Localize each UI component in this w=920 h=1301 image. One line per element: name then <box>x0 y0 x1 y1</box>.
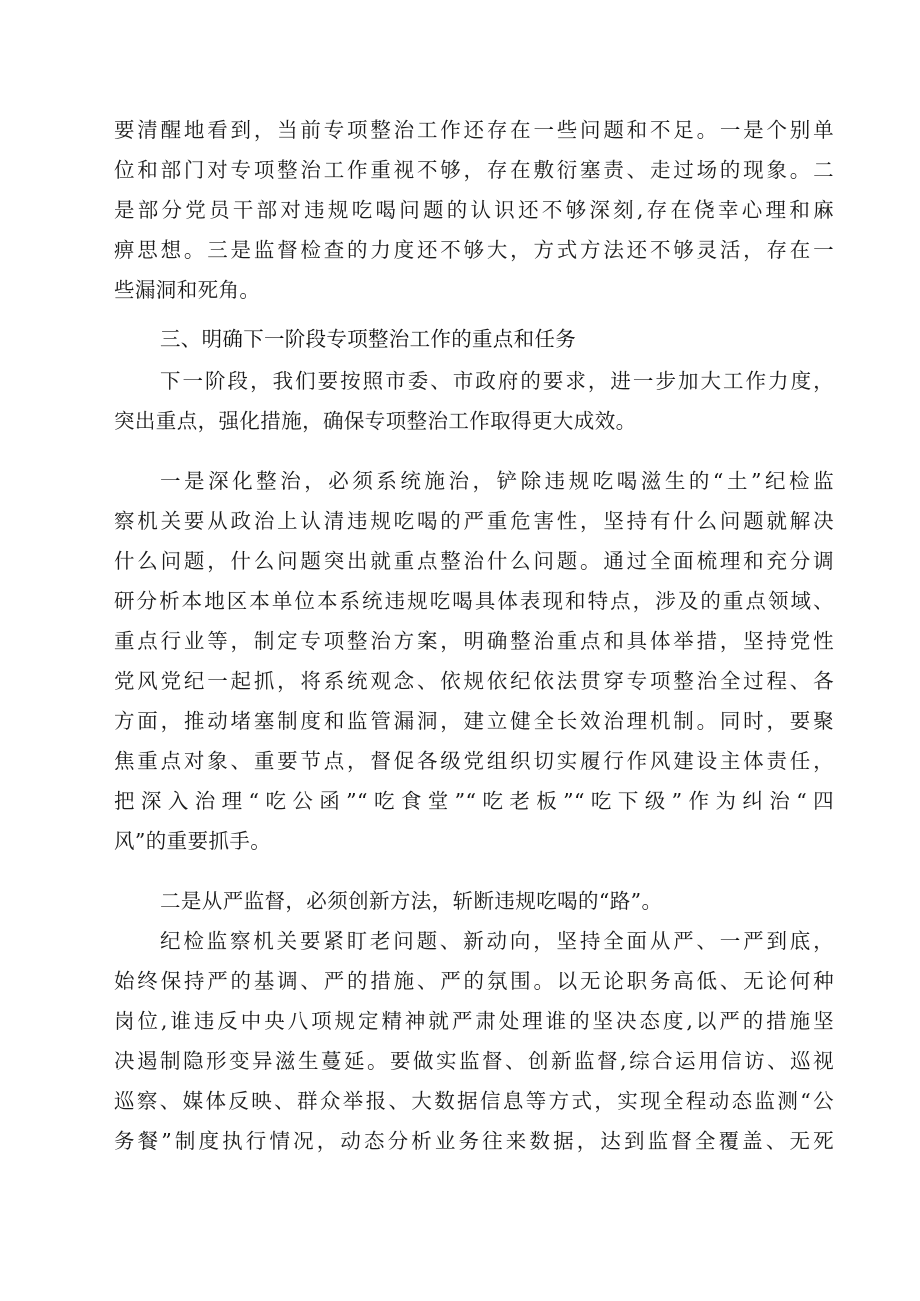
paragraph-3-line: 把深入治理“吃公函”“吃食堂”“吃老板”“吃下级”作为纠治“四 <box>114 789 834 813</box>
paragraph-3-line: 重点行业等，制定专项整治方案，明确整治重点和具体举措，坚持党性 <box>114 629 834 653</box>
paragraph-3-line: 察机关要从政治上认清违规吃喝的严重危害性，坚持有什么问题就解决 <box>114 509 834 533</box>
section-heading: 三、明确下一阶段专项整治工作的重点和任务 <box>160 327 576 351</box>
paragraph-1-line: 要清醒地看到，当前专项整治工作还存在一些问题和不足。一是个别单 <box>114 118 834 142</box>
paragraph-3-line: 风”的重要抓手。 <box>114 829 272 853</box>
paragraph-3-line: 一是深化整治，必须系统施治，铲除违规吃喝滋生的“土”纪检监 <box>160 469 834 493</box>
paragraph-3-line: 方面，推动堵塞制度和监管漏洞，建立健全长效治理机制。同时，要聚 <box>114 709 834 733</box>
paragraph-5-line: 决遏制隐形变异滋生蔓延。要做实监督、创新监督,综合运用信访、巡视 <box>114 1049 834 1073</box>
paragraph-1-line: 位和部门对专项整治工作重视不够，存在敷衍塞责、走过场的现象。二 <box>114 158 834 182</box>
paragraph-3-line: 研分析本地区本单位本系统违规吃喝具体表现和特点，涉及的重点领域、 <box>114 589 834 613</box>
paragraph-3-line: 什么问题，什么问题突出就重点整治什么问题。通过全面梳理和充分调 <box>114 549 834 573</box>
paragraph-5-line: 务餐”制度执行情况，动态分析业务往来数据，达到监督全覆盖、无死 <box>114 1129 834 1153</box>
paragraph-5-line: 巡察、媒体反映、群众举报、大数据信息等方式，实现全程动态监测“公 <box>114 1089 834 1113</box>
paragraph-5-line: 岗位,谁违反中央八项规定精神就严肃处理谁的坚决态度,以严的措施坚 <box>114 1009 834 1033</box>
paragraph-1-line: 些漏洞和死角。 <box>114 278 261 302</box>
paragraph-4-line: 二是从严监督，必须创新方法，斩断违规吃喝的“路”。 <box>160 889 663 913</box>
paragraph-5-line: 始终保持严的基调、严的措施、严的氛围。以无论职务高低、无论何种 <box>114 969 834 993</box>
paragraph-2-line: 突出重点，强化措施，确保专项整治工作取得更大成效。 <box>114 409 637 433</box>
paragraph-5-line: 纪检监察机关要紧盯老问题、新动向，坚持全面从严、一严到底， <box>160 929 834 953</box>
paragraph-1-line: 是部分党员干部对违规吃喝问题的认识还不够深刻,存在侥幸心理和麻 <box>114 198 834 222</box>
paragraph-1-line: 痹思想。三是监督检查的力度还不够大，方式方法还不够灵活，存在一 <box>114 238 834 262</box>
paragraph-3-line: 焦重点对象、重要节点，督促各级党组织切实履行作风建设主体责任， <box>114 749 834 773</box>
paragraph-3-line: 党风党纪一起抓，将系统观念、依规依纪依法贯穿专项整治全过程、各 <box>114 669 834 693</box>
paragraph-2-line: 下一阶段，我们要按照市委、市政府的要求，进一步加大工作力度， <box>160 369 834 393</box>
